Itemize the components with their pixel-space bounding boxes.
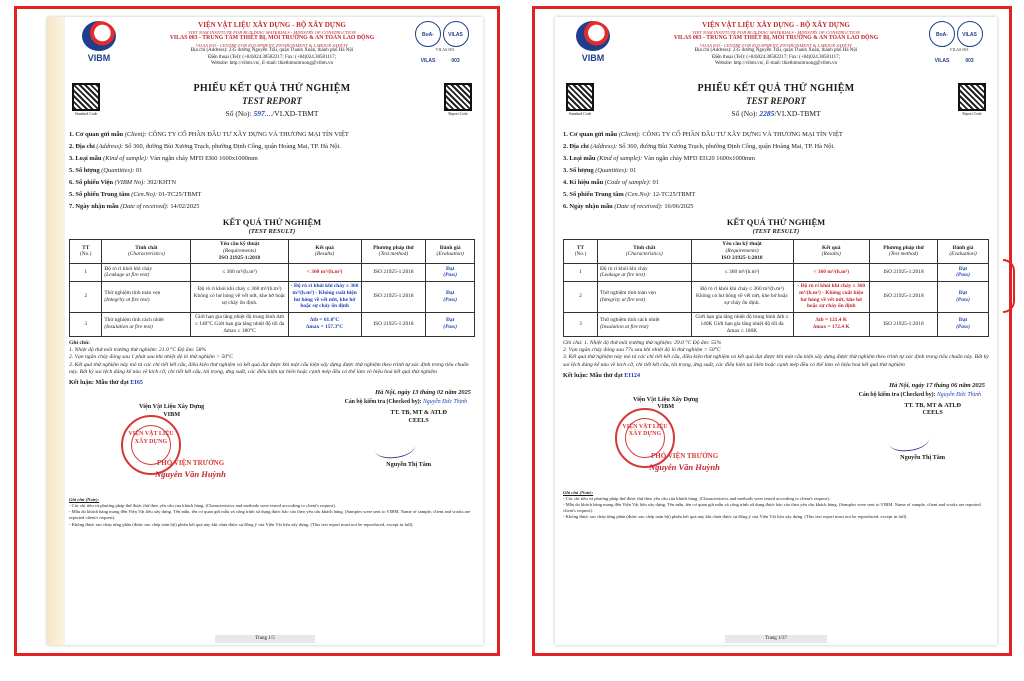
cell-text-en: (Integrity at fire test): [104, 296, 150, 303]
signature-area: [563, 382, 989, 488]
field-label-en: (Client):: [124, 131, 147, 138]
cell-text-en: (Insulation at fire test): [600, 324, 649, 331]
cell-requirement: ≤ 360 m³/(h.m²): [191, 264, 288, 282]
institute-name: VIỆN VẬT LIỆU XÂY DỰNG - BỘ XÂY DỰNG: [198, 21, 346, 29]
field-label: 3. Loại mẫu: [563, 155, 596, 162]
field-value: Vản ngăn cháy MFD EI60 1600x1000mm: [149, 155, 258, 162]
report-number: [603, 109, 949, 118]
result-b: Δmax = 172.4 K: [812, 324, 850, 331]
org-abbr: VIBM: [657, 403, 675, 411]
cert-caption: VILAS 003: [949, 47, 969, 52]
field-label: 1. Cơ quan gửi mẫu: [69, 131, 124, 138]
cell-requirement: Giới hạn gia tăng nhiệt độ trung bình Δtb ≤ 140°C Giới hạn gia tăng nhiệt độ tối đa Δmax ≤ 180°C: [191, 312, 288, 336]
conclusion: [69, 379, 475, 387]
boa-vilas-icon: BoA-VILAS: [415, 21, 441, 47]
cell-characteristic: [598, 264, 692, 282]
field-label: 7. Ngày nhận mẫu: [69, 203, 119, 210]
footnotes: [69, 497, 475, 528]
header-label-en: (Results): [315, 251, 335, 258]
cell-method: ISO 21925-1:2018: [361, 281, 426, 312]
header-label: Yêu cầu kỹ thuật: [722, 241, 762, 248]
conclusion: [563, 372, 989, 380]
stamp-text: VIỆN VẬT LIỆU XÂY DỰNG: [128, 430, 174, 445]
cell-no: 2: [70, 281, 102, 312]
col-results: [288, 239, 361, 263]
title-english: TEST REPORT: [746, 95, 806, 106]
cell-result: [793, 312, 870, 336]
institute-name-en: VIET NAM INSTITUTE FOR BUILDING MATERIALS - MINISTRY OF CONSTRUCTION: [188, 29, 356, 35]
cell-no: 3: [564, 312, 598, 336]
footnote-2: - Mẫu do khách hàng mang đến Viện Vật liệu xây dựng. Tên mẫu, tên cơ quan gửi mẫu và công trình sử dụng được báo cáo theo yêu cầu khách hàng. (Samples were sent to VIBM. Name of sample, client and works are reported client's request).: [563, 501, 981, 514]
note-3: 3. Kết quả thử nghiệm này mô tả các chỉ tiết kết cấu, điều kiện thử nghiệm và kết quả đạt được khi một cấu kiện xây dựng được thử nghiệm theo trình tự xác định trong tiêu chuẩn này. Bất kỳ sai lệch đáng kể nào về kích cỡ, chi tiết kết cấu, tải trọng, ứng suất, các điều kiện tại biên hoặc cạnh mép đều có thể làm vô hiệu hoá kết quả thử nghiệm: [563, 354, 989, 368]
vibm-logo-icon: [82, 21, 116, 51]
conclusion-label: Kết luận: Mẫu thử đạt: [563, 371, 623, 379]
col-evaluation: [938, 239, 989, 263]
report-header: [563, 21, 989, 81]
table-row: [70, 264, 475, 282]
field-value: 01: [629, 167, 637, 174]
eval-text-en: (Pass): [443, 296, 458, 303]
report-no-handwritten: 2285: [759, 108, 775, 118]
conclusion-class: EI65: [130, 379, 144, 387]
header-label: Đánh giá: [952, 244, 974, 251]
header-label-en: (Characteristics): [625, 251, 663, 258]
field-label: 5. Số lượng: [69, 167, 100, 174]
cell-characteristic: [102, 264, 191, 282]
institute-info: [627, 21, 925, 67]
org-name: Viện Vật Liệu Xây Dựng: [633, 395, 699, 403]
centre-name: VILAS 003 - TRUNG TÂM THIẾT BỊ, MÔI TRƯỜNG & AN TOÀN LAO ĐỘNG: [673, 35, 879, 42]
footnote-1: - Các chỉ tiêu và phương pháp thử được thử theo yêu cầu của khách hàng. (Characteristics and methods were tested according to client's request).: [69, 503, 336, 509]
eval-text: Đạt: [958, 317, 968, 324]
field-value: 01: [652, 179, 659, 186]
vibm-logo: [69, 21, 129, 64]
eval-text-en: (Pass): [956, 272, 970, 279]
checker-name: Nguyễn Đức Thịnh: [936, 391, 981, 398]
org-abbr: CEELS: [408, 416, 429, 424]
cell-text: Thử nghiệm tính cách nhiệt: [600, 317, 660, 324]
eval-text-en: (Pass): [443, 272, 458, 279]
col-method: [870, 239, 938, 263]
checked-by: [859, 392, 981, 399]
field-value: 16/06/2025: [664, 203, 694, 210]
notes: [69, 340, 475, 376]
field-center-no: [563, 191, 989, 199]
report-header: [69, 21, 475, 81]
checker-name: Nguyễn Đức Thịnh: [422, 398, 467, 405]
institute-info: [133, 21, 411, 67]
org-ceels: [904, 402, 961, 418]
field-kind: [69, 155, 475, 163]
cell-no: 3: [70, 312, 102, 336]
result-title-en: (TEST RESULT): [752, 227, 800, 235]
place-date: Hà Nội, ngày 13 tháng 02 năm 2025: [375, 388, 471, 396]
field-center-no: [69, 191, 475, 199]
page-number: [47, 635, 483, 643]
right-report-frame: [532, 6, 1012, 656]
vilas-seal-icon: VILAS 003: [957, 21, 983, 47]
result-heading: [69, 217, 475, 236]
field-client: [563, 131, 989, 139]
field-value: Số 360, đường Bùi Xương Trạch, phường Định Công, quận Hoàng Mai, TP. Hà Nội.: [618, 143, 835, 150]
report-title: [109, 83, 435, 118]
cell-characteristic: [102, 281, 191, 312]
cell-text-en: (Insulation at fire test): [104, 324, 153, 331]
field-quantity: 3. Số lượng (Quantities): 01: [563, 167, 637, 174]
field-quantity: [69, 167, 475, 175]
field-label-en: (Client):: [618, 131, 641, 138]
cell-characteristic: [598, 312, 692, 336]
table-row: [70, 281, 475, 312]
field-label: 6. Số phiếu Viện: [69, 179, 114, 186]
cell-text-en: (Integrity at fire test): [600, 296, 646, 303]
col-no: [70, 239, 102, 263]
cell-requirement: Giới hạn gia tăng nhiệt độ trung bình Δtb ≤ 140K Giới hạn gia tăng nhiệt độ tối đa Δmax ≤ 180K: [691, 312, 793, 336]
cell-text: Thử nghiệm tính toàn vẹn: [104, 289, 161, 296]
eval-text: Đạt: [445, 289, 455, 296]
footnote-3: - Không được sao chép từng phần (được sao chép toàn bộ) phiếu kết quả này khi chưa được sự đồng ý của Viện Vật liệu xây dựng. (This test report must not be reproduced, except in full).: [563, 514, 908, 520]
header-label: TT: [576, 244, 585, 251]
report-number: Số (No): 597..../VLXD-TBMT: [225, 108, 319, 118]
org-abbr: CEELS: [922, 409, 943, 417]
eval-text: Đạt: [958, 265, 968, 272]
red-edge-mark: [1003, 259, 1015, 313]
col-requirements: [191, 239, 288, 263]
qr-label: Standard Code: [74, 112, 98, 116]
conclusion-class: EI124: [624, 371, 641, 379]
field-date: 6. Ngày nhận mẫu (Date of received): 16/06/2025: [563, 203, 694, 210]
table-header-row: [70, 239, 475, 263]
qr-code-icon: [72, 83, 100, 111]
vibm-logo: [563, 21, 623, 64]
header-standard: ISO 21925-1:2018: [218, 254, 261, 261]
checked-by: [345, 399, 467, 406]
header-label-en: (Evaluation): [436, 251, 464, 258]
field-value: 392/KHTN: [146, 179, 177, 186]
report-no-suffix: /VLXD-TBMT: [272, 108, 319, 118]
cell-evaluation: [426, 264, 475, 282]
page-number: [555, 635, 997, 643]
footnote-1: - Các chỉ tiêu và phương pháp thử được thử theo yêu cầu của khách hàng. (Characteristics and methods were tested according to client's request).: [563, 495, 830, 501]
result-title: KẾT QUẢ THỬ NGHIỆM: [726, 217, 826, 227]
sample-info: [69, 131, 475, 211]
institute-phone: Điện thoại (Tel): (+84)024.38582217; Fax: (+84)024.38581117;: [711, 54, 841, 60]
header-label: Tính chất: [633, 244, 656, 251]
col-requirements: [691, 239, 793, 263]
header-label: Phương pháp thử: [883, 244, 924, 251]
page-label: Trang 1/5: [215, 635, 314, 643]
eval-text-en: (Pass): [443, 324, 458, 331]
eval-text: Đạt: [958, 289, 968, 296]
field-label-en: (Date of received):: [614, 203, 663, 210]
checked-label: Cán bộ kiểm tra (Checked by):: [344, 398, 422, 405]
signature-mark: [888, 429, 930, 453]
cell-requirement: ≤ 360 m³/(h.m²): [691, 264, 793, 282]
cell-result: < 360 m³/(h.m²): [288, 264, 361, 282]
note-2: 2. Vạn ngăn cháy đóng sau 77s sau khi nhiệt độ lò thử nghiệm > 50°C: [563, 347, 721, 354]
signature-mark: [374, 436, 416, 460]
title-vietnamese: PHIẾU KẾT QUẢ THỬ NGHIỆM: [193, 83, 351, 94]
header-label: Đánh giá: [439, 244, 461, 251]
qr-label: Report Code: [962, 112, 982, 116]
cell-text: Thử nghiệm tính cách nhiệt: [104, 317, 164, 324]
report-title: [603, 83, 949, 118]
signer2-name: Nguyễn Thị Tâm: [900, 453, 945, 461]
qr-code-icon: [566, 83, 594, 111]
field-label-en: (Address):: [96, 143, 124, 150]
notes-heading: Ghi chú:: [69, 339, 90, 346]
cell-method: ISO 21925-1:2018: [870, 312, 938, 336]
results-table: [69, 239, 475, 337]
result-title-en: (TEST RESULT): [248, 227, 296, 235]
header-label: Yêu cầu kỹ thuật: [219, 241, 260, 248]
field-label: 5. Số phiếu Trung tâm: [563, 191, 624, 198]
centre-name-en: VILAS 003 - CENTRE FOR EQUIPMENT, ENVIRONMENT & LABOUR SAFETY: [195, 42, 349, 48]
field-label: 4. Kí hiệu mẫu: [563, 179, 604, 186]
eval-text: Đạt: [445, 265, 455, 272]
field-code: [563, 179, 989, 187]
right-report: [555, 17, 997, 645]
logo-text: VIBM: [581, 53, 605, 63]
org-abbr: VIBM: [163, 410, 181, 418]
title-english: TEST REPORT: [242, 95, 302, 106]
footnote-3: - Không được sao chép từng phần (được sao chép toàn bộ) phiếu kết quả này khi chưa được sự đồng ý của Viện Vật liệu xây dựng. (This test report must not be reproduced, except in full).: [69, 521, 414, 527]
eval-text-en: (Pass): [956, 324, 970, 331]
footnotes: [563, 490, 989, 521]
field-value: CÔNG TY CỔ PHẦN ĐẦU TƯ XÂY DỰNG VÀ THƯƠNG MẠI TÍN VIỆT: [642, 131, 843, 138]
footnote-heading: Ghi chú (Note):: [563, 489, 594, 495]
field-label: 1. Cơ quan gửi mẫu: [563, 131, 618, 138]
centre-name: VILAS 003 - TRUNG TÂM THIẾT BỊ, MÔI TRƯỜNG & AN TOÀN LAO ĐỘNG: [169, 35, 375, 42]
header-label: Tính chất: [135, 244, 158, 251]
cell-result: < 360 m³/(h.m²): [793, 264, 870, 282]
institute-address: Địa chỉ (Address): 235 đường Nguyễn Trãi, quận Thanh Xuân, thành phố Hà Nội: [190, 48, 354, 54]
report-code-qr: [441, 83, 475, 117]
col-method: [361, 239, 426, 263]
cell-evaluation: [426, 312, 475, 336]
page-label: Trang 1/37: [725, 635, 827, 643]
cell-method: ISO 21925-1:2018: [361, 312, 426, 336]
institute-phone: Điện thoại (Tel): (+84)024.38582217; Fax: (+84)024.38581117;: [207, 54, 337, 60]
report-no-suffix: /VLXD-TBMT: [774, 108, 821, 118]
report-no-label: Số (No):: [225, 108, 252, 118]
cell-characteristic: [102, 312, 191, 336]
field-vibm-no: [69, 179, 475, 187]
place-date: Hà Nội, ngày 17 tháng 06 năm 2025: [889, 381, 985, 389]
header-label: Kết quả: [315, 244, 334, 251]
cell-text: Độ rò rỉ khói khi cháy: [104, 265, 153, 272]
cell-result: - Độ rò rỉ khói khi cháy ≤ 360 m³/(h.m²) - Không cuất hiện hư hỏng về vết nứt, khe hở hoặc sự cháy ổn định: [288, 281, 361, 312]
field-address: [563, 143, 989, 151]
header-label-en: (No.): [574, 251, 587, 258]
standard-code-qr: [69, 83, 103, 117]
result-a: Δtb = 61.0°C: [309, 317, 340, 324]
notes: [563, 340, 989, 369]
cell-no: 1: [564, 264, 598, 282]
cell-result: [288, 312, 361, 336]
cell-method: ISO 21925-1:2018: [870, 264, 938, 282]
header-label-en: (Evaluation): [949, 251, 977, 258]
header-label-en: (No.): [79, 251, 92, 258]
report-no-handwritten: 597: [253, 108, 265, 118]
field-value: Vản ngăn cháy MFD EI120 1600x1000mm: [643, 155, 755, 162]
signer-name: Nguyễn Văn Huỳnh: [155, 468, 226, 479]
field-label-en: (Date of received):: [120, 203, 169, 210]
field-label-en: (Cen.No):: [131, 191, 158, 198]
header-label-en: (Results): [821, 251, 841, 258]
header-label: Phương pháp thử: [373, 244, 414, 251]
field-address: [69, 143, 475, 151]
cell-characteristic: [598, 281, 692, 312]
institute-website: Website: http://vibm.vn/, E-mail: thietbimoitruong@vibm.vn: [211, 60, 333, 66]
left-report: [47, 17, 483, 645]
signer-title: PHÓ VIỆN TRƯỞNG: [651, 451, 719, 460]
table-row: [564, 264, 989, 282]
field-label: 2. Địa chỉ: [69, 143, 95, 150]
org-name: TT. TB, MT & ATLĐ: [390, 408, 447, 416]
title-vietnamese: PHIẾU KẾT QUẢ THỬ NGHIỆM: [697, 83, 855, 94]
footnote-heading: Ghi chú (Note):: [69, 496, 100, 502]
qr-code-icon: [958, 83, 986, 111]
field-label: 5. Số phiếu Trung tâm: [69, 191, 130, 198]
cell-evaluation: [938, 281, 989, 312]
cell-text-en: (Leakage at fire test): [104, 272, 150, 279]
page-edge-tint: [47, 17, 65, 645]
boa-vilas-icon: BoA-VILAS: [929, 21, 955, 47]
footnote-2: - Mẫu do khách hàng mang đến Viện Vật liệu xây dựng. Tên mẫu, tên cơ quan gửi mẫu và công trình sử dụng được báo cáo theo yêu cầu khách hàng. (Samples were sent to VIBM. Name of sample, client and works are reported client's request).: [69, 509, 471, 521]
stamp-text: VIỆN VẬT LIỆU XÂY DỰNG: [622, 423, 668, 438]
col-characteristics: [598, 239, 692, 263]
field-kind: [563, 155, 989, 163]
institute-name-en: VIET NAM INSTITUTE FOR BUILDING MATERIALS - MINISTRY OF CONSTRUCTION: [692, 29, 860, 35]
result-title: KẾT QUẢ THỬ NGHIỆM: [222, 217, 322, 227]
field-value: 01: [135, 167, 143, 174]
cell-method: ISO 21925-1:2018: [361, 264, 426, 282]
centre-name-en: VILAS 003 - CENTRE FOR EQUIPMENT, ENVIRONMENT & LABOUR SAFETY: [699, 42, 853, 48]
institute-name: VIỆN VẬT LIỆU XÂY DỰNG - BỘ XÂY DỰNG: [702, 21, 850, 29]
left-report-frame: [14, 6, 500, 656]
institute-website: Website: http://vibm.vn/, E-mail: thietbimoitruong@vibm.vn: [715, 60, 837, 66]
table-header-row: [564, 239, 989, 263]
cell-result: - Độ rò rỉ khói khi cháy ≤ 360 m³/(h.m²) - Không cuất hiện hư hỏng về vết nứt, khe hở hoặc sự cháy ổn định: [793, 281, 870, 312]
logo-text: VIBM: [87, 53, 111, 63]
header-label-en: (Requirements): [725, 248, 759, 254]
qr-label: Report Code: [448, 112, 468, 116]
cell-no: 1: [70, 264, 102, 282]
accreditation-marks: [929, 21, 989, 64]
result-heading: [563, 217, 989, 236]
col-characteristics: [102, 239, 191, 263]
header-label-en: (Test method): [378, 251, 409, 258]
field-label-en: (Kind of sample):: [597, 155, 643, 162]
note-3: 3. Kết quả thử nghiệm này mô tả các chỉ tiết kết cấu, điều kiện thử nghiệm và kết quả đạt được khi một cấu kiện xây dựng được thử nghiệm theo trình tự xác định trong tiêu chuẩn này. Bất kỳ sai lệch đáng kể nào về kích cỡ, chi tiết kết cấu, tải trọng, ứng suất, các điều kiện tại biên hoặc cạnh mép đều có thể làm vô hiệu hoá kết quả thử nghiệm: [69, 361, 469, 375]
field-value: 12-TC25/TBMT: [652, 191, 696, 198]
field-label-en: (Quantities):: [101, 167, 135, 174]
sample-info: [563, 131, 989, 211]
field-label: 3. Loại mẫu: [69, 155, 102, 162]
note-1: Ghi chú: 1. Nhiệt độ thử môi trường thử nghiệm: 29.0 °C Độ ẩm: 55%: [563, 339, 722, 346]
header-label-en: (Characteristics): [128, 251, 165, 258]
table-row: [70, 312, 475, 336]
signature-area: [69, 389, 475, 495]
table-row: [564, 281, 989, 312]
signer-title: PHÓ VIỆN TRƯỞNG: [157, 458, 225, 467]
header-label: TT: [82, 244, 90, 251]
report-code-qr: [955, 83, 989, 117]
cell-text: Thử nghiệm tính toàn vẹn: [600, 289, 656, 296]
field-value: 01-TC25/TBMT: [158, 191, 202, 198]
field-value: Số 360, đường Bùi Xương Trạch, phường Định Công, quận Hoàng Mai, TP. Hà Nội.: [124, 143, 341, 150]
cell-requirement: Độ rò rỉ khói khi cháy ≤ 360 m³/(h.m²) Không có hư hỏng về vết nứt, khe hở hoặc sự cháy ổn định.: [191, 281, 288, 312]
report-no-label: Số (No):: [731, 108, 758, 118]
field-date: [69, 203, 475, 211]
cell-text: Độ rò rỉ khói khi cháy: [600, 265, 648, 272]
cell-evaluation: [426, 281, 475, 312]
cell-requirement: Độ rò rỉ khói khi cháy ≤ 360 m³/(h.m²) Không có hư hỏng về vết nứt, khe hở hoặc sự cháy ổn định.: [691, 281, 793, 312]
field-label-en: (Address):: [590, 143, 618, 150]
eval-text: Đạt: [445, 317, 455, 324]
checked-label: Cán bộ kiểm tra (Checked by):: [858, 391, 936, 398]
result-b: Δmax = 157.3°C: [306, 324, 344, 331]
field-value: 14/02/2025: [170, 203, 200, 210]
col-evaluation: [426, 239, 475, 263]
field-value: CÔNG TY CỔ PHẦN ĐẦU TƯ XÂY DỰNG VÀ THƯƠNG MẠI TÍN VIỆT: [148, 131, 349, 138]
field-label-en: (VIBM No):: [114, 179, 146, 186]
title-row: [69, 83, 475, 127]
cert-caption: VILAS 003: [435, 47, 455, 52]
result-a: Δtb = 121.4 K: [815, 317, 848, 324]
qr-code-icon: [444, 83, 472, 111]
accreditation-marks: [415, 21, 475, 64]
cell-evaluation: [938, 312, 989, 336]
signer2-name: Nguyễn Thị Tâm: [386, 460, 431, 468]
results-table: [563, 239, 989, 337]
note-2: 2. Vạn ngăn cháy đóng sau 1 phút sau khi nhiệt độ lò thử nghiệm > 50°C: [69, 354, 233, 361]
field-client: [69, 131, 475, 139]
col-no: [564, 239, 598, 263]
field-label-en: (Kind of sample):: [103, 155, 149, 162]
note-1: 1. Nhiệt độ thử môi trường thử nghiệm: 21.0 °C Độ ẩm: 58%: [69, 347, 207, 354]
cell-evaluation: [938, 264, 989, 282]
header-label-en: (Test method): [888, 251, 919, 258]
vilas-seal-icon: VILAS 003: [443, 21, 469, 47]
cell-method: ISO 21925-1:2018: [870, 281, 938, 312]
signer-name: Nguyễn Văn Huỳnh: [649, 461, 720, 472]
vibm-logo-icon: [576, 21, 610, 51]
field-label-en: (Quantities):: [595, 167, 629, 174]
field-label-en: (Cen.No):: [625, 191, 652, 198]
institute-address: Địa chỉ (Address): 235 đường Nguyễn Trãi, quận Thanh Xuân, thành phố Hà Nội: [694, 48, 858, 54]
cell-text-en: (Leakage at fire test): [600, 272, 645, 279]
col-results: [793, 239, 870, 263]
org-name: Viện Vật Liệu Xây Dựng: [139, 402, 205, 410]
header-label: Kết quả: [822, 244, 841, 251]
title-row: [563, 83, 989, 127]
field-label: 2. Địa chỉ: [563, 143, 589, 150]
table-row: [564, 312, 989, 336]
header-label-en: (Requirements): [223, 248, 257, 254]
org-ceels: [390, 409, 447, 425]
standard-code-qr: [563, 83, 597, 117]
qr-label: Standard Code: [568, 112, 592, 116]
org-name: TT. TB, MT & ATLĐ: [904, 401, 961, 409]
header-standard: ISO 21925-1:2018: [721, 254, 763, 261]
conclusion-label: Kết luận: Mẫu thử đạt: [69, 379, 129, 387]
cell-no: 2: [564, 281, 598, 312]
eval-text-en: (Pass): [956, 296, 970, 303]
field-label-en: (Code of sample):: [604, 179, 651, 186]
